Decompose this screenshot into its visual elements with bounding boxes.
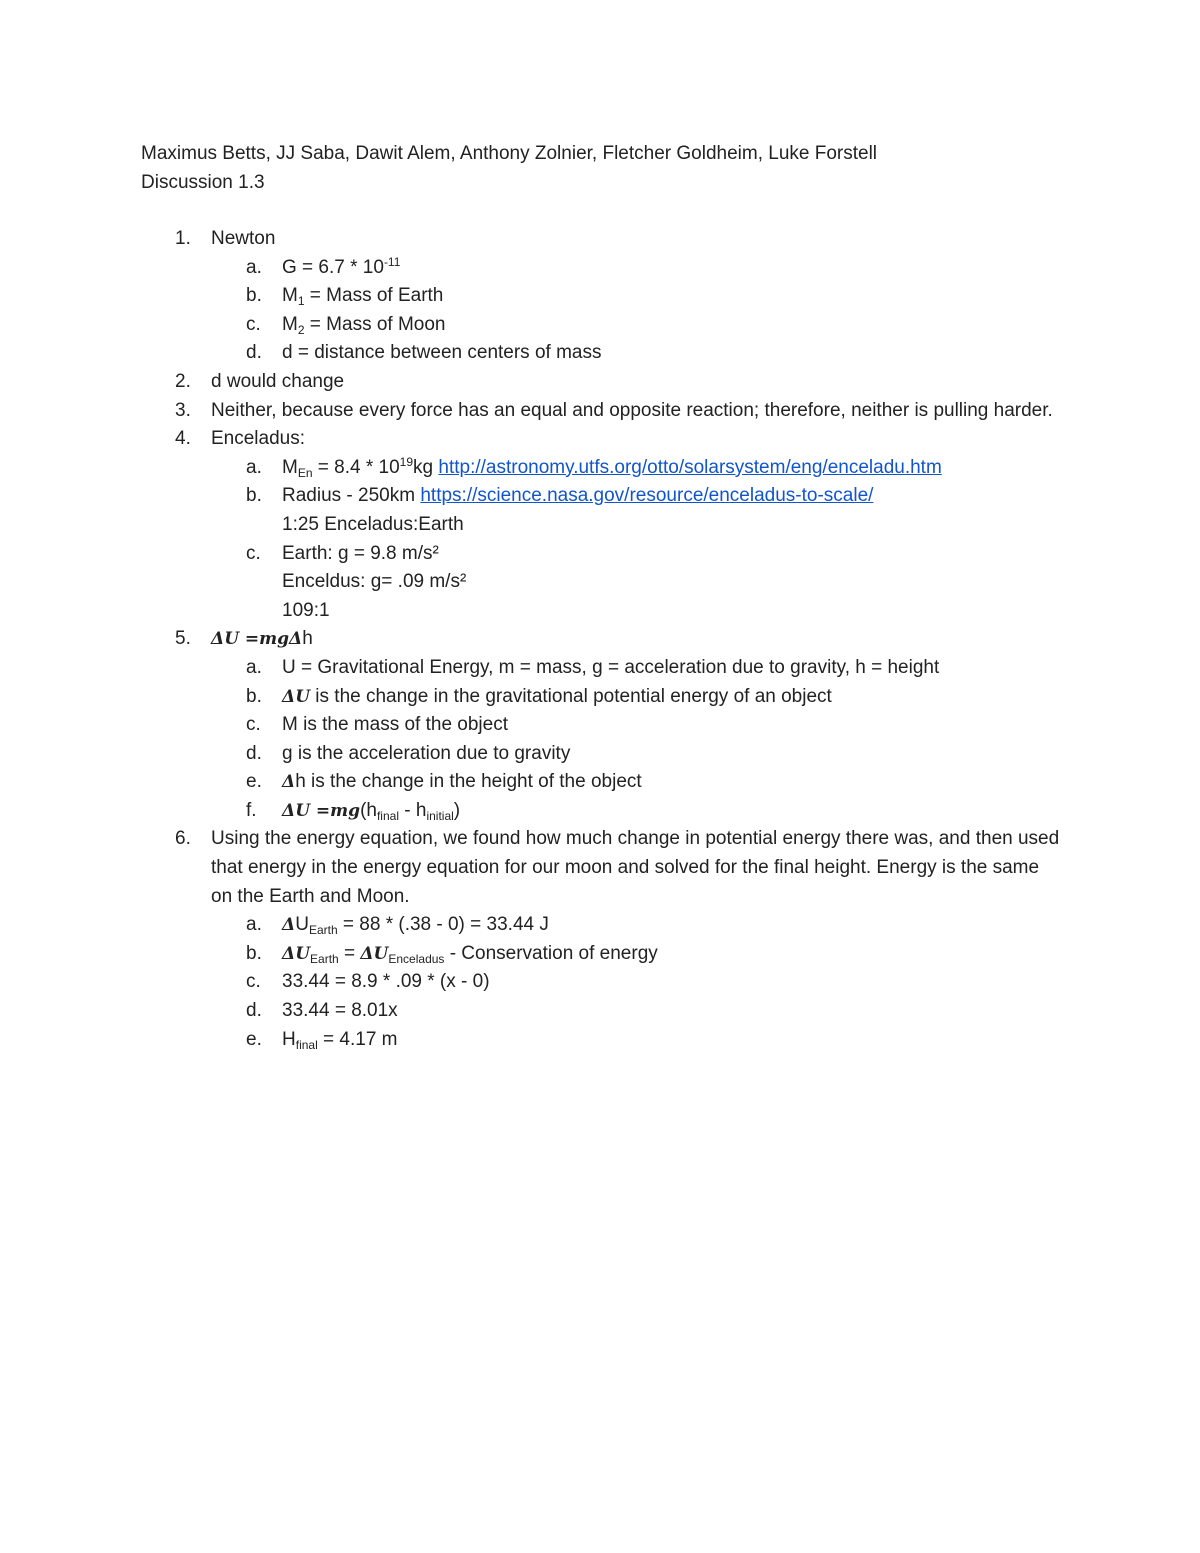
sub-item-1d [141, 339, 1061, 368]
authors-line: Maximus Betts, JJ Saba, Dawit Alem, Anthony Zolnier, Fletcher Goldheim, Luke Forstell [141, 143, 878, 164]
sub-item-5c [141, 711, 1061, 740]
subscript: 2 [297, 322, 305, 337]
list-item-4 [141, 425, 1061, 625]
sub-item-6b [141, 940, 1061, 969]
document-title: Discussion 1.3 [141, 171, 265, 193]
sub-text-line2: 1:25 Enceladus:Earth [282, 513, 464, 535]
list-item-text: Using the energy equation, we found how much change in potential energy there was, and then used that energy in the energy equation for our moon and solved for the final height. Energy is the same on the Earth and Moon. [211, 828, 1060, 907]
sub-text: = Mass of Earth [304, 285, 444, 307]
sub-letter: b. [246, 685, 262, 707]
sub-letter: e. [246, 771, 262, 793]
sub-letter: d. [246, 1000, 262, 1022]
sub-letter: c. [246, 313, 261, 335]
sub-text: 33.44 = 8.01x [282, 1000, 398, 1022]
sub-text: M [282, 313, 298, 335]
sub-item-4a [141, 454, 1061, 483]
sub-item-5d [141, 740, 1061, 769]
sub-letter: b. [246, 285, 262, 307]
inline-math: Δ [282, 772, 296, 793]
list-item-2 [141, 368, 1061, 397]
subscript: final [295, 1037, 318, 1052]
list-item-5 [141, 625, 1061, 825]
superscript: 19 [399, 454, 414, 469]
list-item-6 [141, 825, 1061, 1054]
sub-text: = [338, 942, 361, 964]
list-item-text: d would change [211, 370, 345, 392]
sub-text: d = distance between centers of mass [282, 342, 602, 364]
sub-letter: d. [246, 342, 262, 364]
sub-item-1a [141, 254, 1061, 283]
list-number: 3. [175, 399, 191, 421]
sub-text: G = 6.7 * 10 [282, 256, 384, 278]
sub-letter: a. [246, 914, 262, 936]
document-header [141, 140, 1061, 197]
sub-text: H [282, 1028, 296, 1050]
sub-letter: f. [246, 799, 257, 821]
sub-letter: c. [246, 542, 261, 564]
list-number: 5. [175, 628, 191, 650]
sub-text: M [282, 285, 298, 307]
sub-letter: c. [246, 714, 261, 736]
inline-math: ΔU [360, 943, 389, 964]
sub-text: g is the acceleration due to gravity [282, 742, 571, 764]
subscript: Enceladus [388, 951, 445, 966]
subscript: final [376, 808, 399, 823]
sub-letter: a. [246, 456, 262, 478]
sub-text: ) [453, 799, 461, 821]
sub-text: = 4.17 m [317, 1028, 398, 1050]
nasa-link[interactable]: https://science.nasa.gov/resource/enceladus-to-scale/ [420, 485, 874, 507]
sub-letter: d. [246, 742, 262, 764]
sub-letter: e. [246, 1028, 262, 1050]
sub-item-4c [141, 540, 1061, 626]
sub-item-6d [141, 997, 1061, 1026]
sub-text: h is the change in the height of the object [295, 771, 642, 793]
sub-text: = Mass of Moon [304, 313, 446, 335]
sub-text: kg [413, 456, 439, 478]
inline-math: ΔU [282, 686, 311, 707]
sub-item-6e [141, 1026, 1061, 1055]
sub-text: 33.44 = 8.9 * .09 * (x - 0) [282, 971, 490, 993]
sub-text-line2: Enceldus: g= .09 m/s² [282, 571, 467, 593]
sub-text: M is the mass of the object [282, 714, 508, 736]
sub-text: = 8.4 * 10 [312, 456, 400, 478]
sub-letter: a. [246, 656, 262, 678]
sub-text: U [295, 914, 309, 936]
subscript: 1 [297, 294, 305, 309]
sub-item-5f [141, 797, 1061, 826]
numbered-list [141, 225, 1061, 1054]
list-item-text: Enceladus: [211, 428, 306, 450]
sub-text: U = Gravitational Energy, m = mass, g = acceleration due to gravity, h = height [282, 656, 940, 678]
sub-text: is the change in the gravitational potential energy of an object [310, 685, 832, 707]
astronomy-link[interactable]: http://astronomy.utfs.org/otto/solarsystem/eng/enceladu.htm [438, 456, 942, 478]
list-item-text: Newton [211, 228, 276, 249]
sub-text: = 88 * (.38 - 0) = 33.44 J [337, 914, 549, 936]
superscript: -11 [383, 254, 401, 269]
inline-math: ΔU [282, 943, 311, 964]
subscript: En [297, 465, 313, 480]
sub-letter: c. [246, 971, 261, 993]
equation-tail: h [302, 628, 313, 650]
sub-item-5e [141, 768, 1061, 797]
sub-text: M [282, 456, 298, 478]
sub-item-6a [141, 911, 1061, 940]
inline-math: Δ [282, 915, 296, 936]
sub-item-1c [141, 311, 1061, 340]
equation-line [211, 625, 1061, 654]
subscript: initial [426, 808, 454, 823]
sub-text: - Conservation of energy [444, 942, 658, 964]
sub-item-5b [141, 683, 1061, 712]
sub-text: (h [360, 799, 377, 821]
list-number: 1. [175, 228, 191, 249]
list-number: 6. [175, 828, 191, 850]
sub-item-6c [141, 968, 1061, 997]
list-number: 4. [175, 428, 191, 450]
subscript: Earth [310, 951, 339, 966]
sub-text: - h [398, 799, 427, 821]
list-number: 2. [175, 370, 191, 392]
list-item-1 [141, 225, 1061, 368]
sub-item-1b [141, 282, 1061, 311]
sub-text: Radius - 250km [282, 485, 421, 507]
equation-math: ΔU =mgΔ [211, 629, 303, 650]
sub-text-line1: Earth: g = 9.8 m/s² [282, 542, 439, 564]
sub-letter: b. [246, 485, 262, 507]
inline-math: ΔU =mg [282, 800, 361, 821]
subscript: Earth [308, 923, 338, 938]
sub-letter: a. [246, 256, 262, 278]
sub-item-5a [141, 654, 1061, 683]
sub-item-4b [141, 482, 1061, 539]
list-item-3 [141, 397, 1061, 426]
sub-text-line3: 109:1 [282, 599, 330, 621]
list-item-text: Neither, because every force has an equal and opposite reaction; therefore, neither is pulling harder. [211, 399, 1053, 421]
sub-letter: b. [246, 942, 262, 964]
